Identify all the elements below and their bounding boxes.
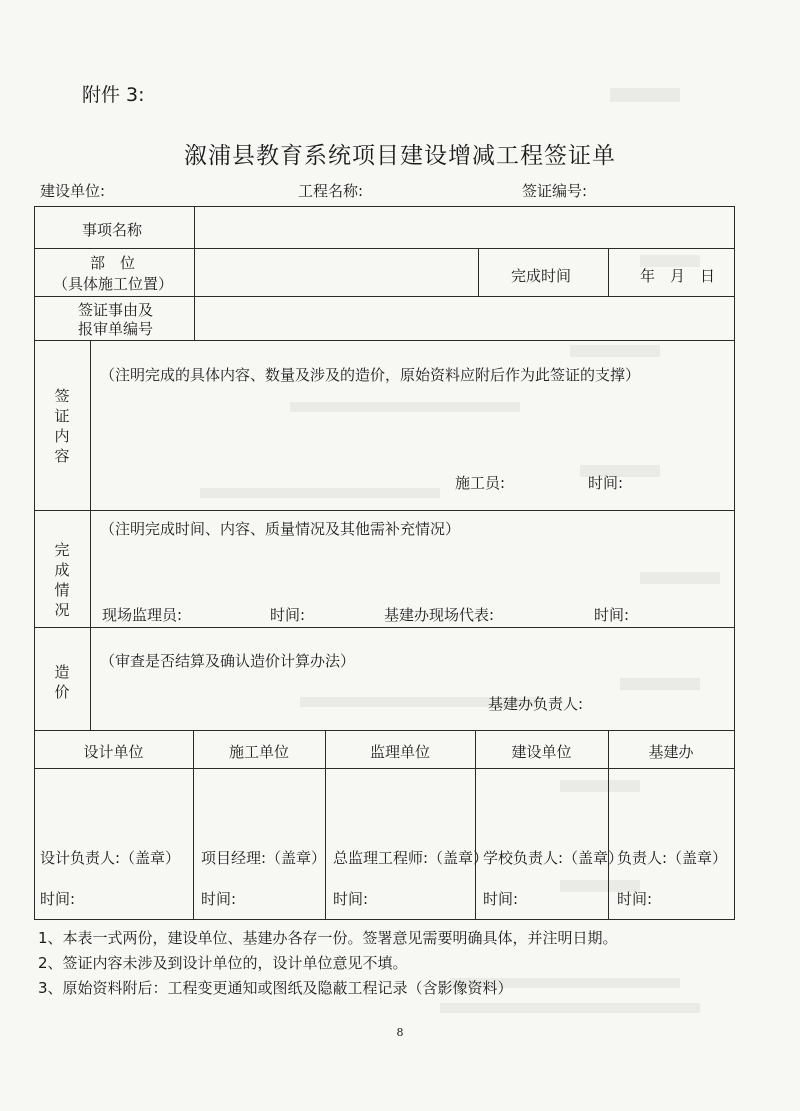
infrastructure-office-header: 基建办 <box>648 743 694 761</box>
content-time-label: 时间: <box>588 474 624 492</box>
row-divider <box>34 248 735 249</box>
note-item: 3、原始资料附后：工程变更通知或图纸及隐蔽工程记录（含影像资料） <box>38 979 513 997</box>
supervisor-time-label: 时间: <box>270 606 306 624</box>
table-border-left <box>34 206 35 920</box>
infra-office-time-label: 时间: <box>617 890 653 908</box>
visa-content-note: （注明完成的具体内容、数量及涉及的造价，原始资料应附后作为此签证的支撑） <box>100 366 641 384</box>
owner-unit-header: 建设单位 <box>511 743 572 761</box>
row-divider <box>34 730 735 731</box>
project-name-label: 工程名称: <box>298 182 364 200</box>
manager-time-label: 时间: <box>201 890 237 908</box>
construction-company-header: 施工单位 <box>228 743 289 761</box>
completion-section-label: 完成情况 <box>54 541 70 619</box>
supervision-unit-header: 监理单位 <box>369 743 430 761</box>
bleed-through-mark <box>570 345 660 357</box>
cost-field[interactable] <box>100 672 480 718</box>
constructor-label: 施工员: <box>455 474 506 492</box>
location-field[interactable] <box>200 254 472 290</box>
school-head-label[interactable]: 学校负责人:（盖章） <box>483 849 624 867</box>
infra-rep-time-label: 时间: <box>594 606 630 624</box>
page-number: 8 <box>396 1026 404 1039</box>
bleed-through-mark <box>620 678 700 690</box>
design-unit-header: 设计单位 <box>83 743 144 761</box>
project-manager-label[interactable]: 项目经理:（盖章） <box>201 849 327 867</box>
location-label: 部 位 <box>90 254 136 272</box>
infra-rep-label: 基建办现场代表: <box>384 606 495 624</box>
column-divider <box>90 340 91 731</box>
row-divider <box>34 627 735 628</box>
row-divider <box>34 340 735 341</box>
cost-note: （审查是否结算及确认造价计算办法） <box>100 652 356 670</box>
infra-office-signer-label[interactable]: 负责人:（盖章） <box>617 849 728 867</box>
bleed-through-mark <box>200 488 440 498</box>
chief-supervisor-label[interactable]: 总监理工程师:（盖章） <box>333 849 489 867</box>
note-item: 1、本表一式两份，建设单位、基建办各存一份。签署意见需要明确具体，并注明日期。 <box>38 929 618 947</box>
row-divider <box>34 768 735 769</box>
cost-section-label: 造价 <box>54 663 70 701</box>
completion-field[interactable] <box>100 546 725 594</box>
completion-note: （注明完成时间、内容、质量情况及其他需补充情况） <box>100 520 461 538</box>
note-item: 2、签证内容未涉及到设计单位的，设计单位意见不填。 <box>38 954 408 972</box>
table-border-top <box>34 206 735 207</box>
visa-reason-label: 签证事由及 <box>78 301 154 319</box>
visa-content-field[interactable] <box>100 392 725 462</box>
item-name-field[interactable] <box>200 212 730 244</box>
table-border-bottom <box>34 919 735 920</box>
form-title: 溆浦县教育系统项目建设增减工程签证单 <box>184 143 616 169</box>
table-border-right <box>734 206 735 920</box>
location-sublabel: （具体施工位置） <box>53 275 174 293</box>
design-time-label: 时间: <box>40 890 76 908</box>
row-divider <box>34 510 735 511</box>
review-number-label: 报审单编号 <box>78 320 154 338</box>
bleed-through-mark <box>610 88 680 102</box>
item-name-label: 事项名称 <box>82 221 143 239</box>
row-divider <box>34 296 735 297</box>
infra-head-label: 基建办负责人: <box>488 695 584 713</box>
column-divider <box>478 248 479 297</box>
school-time-label: 时间: <box>483 890 519 908</box>
bleed-through-mark <box>440 1003 700 1013</box>
visa-number-label: 签证编号: <box>522 182 588 200</box>
site-supervisor-label: 现场监理员: <box>102 606 183 624</box>
bleed-through-mark <box>560 780 640 792</box>
construction-unit-label: 建设单位: <box>40 182 106 200</box>
supervisor-sign-time-label: 时间: <box>333 890 369 908</box>
attachment-label: 附件 3: <box>82 84 145 106</box>
completion-time-label: 完成时间 <box>511 267 572 285</box>
completion-date-field[interactable]: 年 月 日 <box>640 267 716 285</box>
visa-content-section-label: 签证内容 <box>54 387 70 465</box>
design-signer-label[interactable]: 设计负责人:（盖章） <box>40 849 181 867</box>
column-divider <box>194 206 195 341</box>
visa-reason-field[interactable] <box>200 302 730 336</box>
column-divider <box>608 248 609 297</box>
